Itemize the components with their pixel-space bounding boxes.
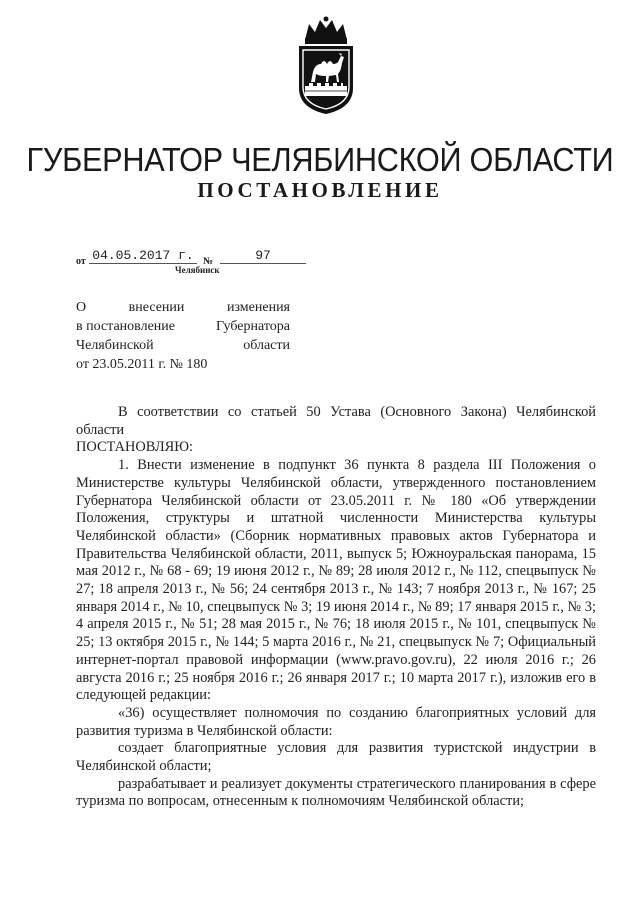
city-label: Челябинск (175, 265, 220, 275)
subject-word: внесении (128, 300, 185, 315)
intro-paragraph: В соответствии со статьей 50 Устава (Основного Закона) Челябинской области (76, 404, 596, 438)
item-36-paragraph: «36) осуществляет полномочия по созданию благоприятных условий для развития туризма в Челябинской области: (76, 704, 596, 739)
body-paragraph: создает благоприятные условия для развития туристской индустрии в Челябинской области; (76, 740, 596, 775)
decree-heading: ПОСТАНОВЛЯЮ: (76, 439, 194, 456)
decree-body (76, 404, 596, 811)
decree-date: 04.05.2017 г. (89, 248, 197, 264)
decree-number: 97 (220, 248, 306, 264)
date-prefix-label: от (76, 256, 86, 267)
subject-word: О (76, 300, 87, 315)
subject-word: области (243, 338, 290, 353)
coat-of-arms-icon (291, 16, 361, 116)
decree-subject (76, 298, 290, 374)
subject-word: Губернатора (215, 319, 290, 334)
authority-title: ГУБЕРНАТОР ЧЕЛЯБИНСКОЙ ОБЛАСТИ (26, 141, 614, 178)
number-label: № (203, 256, 214, 267)
subject-line: от 23.05.2011 г. № 180 (76, 357, 208, 372)
document-type-title: ПОСТАНОВЛЕНИЕ (197, 178, 443, 202)
body-paragraph: разрабатывает и реализует документы стратегического планирования в сфере туризма по вопросам, отнесенным к полномочиям Челябинской области; (76, 775, 596, 810)
subject-word: Челябинской (76, 338, 154, 353)
item-1-paragraph: 1. Внести изменение в подпункт 36 пункта 8 раздела III Положения о Министерстве культуры Челябинской области, утвержденного постановлением Губернатора Челябинской области от 23.05.2011 г. № 180 «Об утверждении Положения, структуры и штатной численности Министерства культуры Челябинской области» (Сборник нормативных правовых актов Губернатора и Правительства Челябинской области, 2011, выпуск 5; Южноуральская панорама, 15 мая 2012 г., № 68 - 69; 19 июня 2012 г., № 89; 28 июля 2012 г., № 112, спецвыпуск № 27; 18 апреля 2013 г., № 56; 24 сентября 2013 г., № 143; 7 ноября 2013 г., № 167; 25 января 2014 г., № 10, спецвыпуск № 3; 19 июня 2014 г., № 89; 17 января 2015 г., № 3; 4 апреля 2015 г., № 51; 28 мая 2015 г., № 76; 18 июля 2015 г., № 101, спецвыпуск № 25; 13 октября 2015 г., № 144; 5 марта 2016 г., № 21, спецвыпуск № 7; Официальный интернет-портал правовой информации (www.pravo.gov.ru), 22 июля 2016 г.; 26 августа 2016 г.; 25 ноября 2016 г.; 26 января 2017 г.; 10 марта 2017 г.), изложив его в следующей редакции: (76, 457, 596, 704)
subject-word: изменения (226, 300, 290, 315)
subject-word: в постановление (76, 319, 175, 334)
